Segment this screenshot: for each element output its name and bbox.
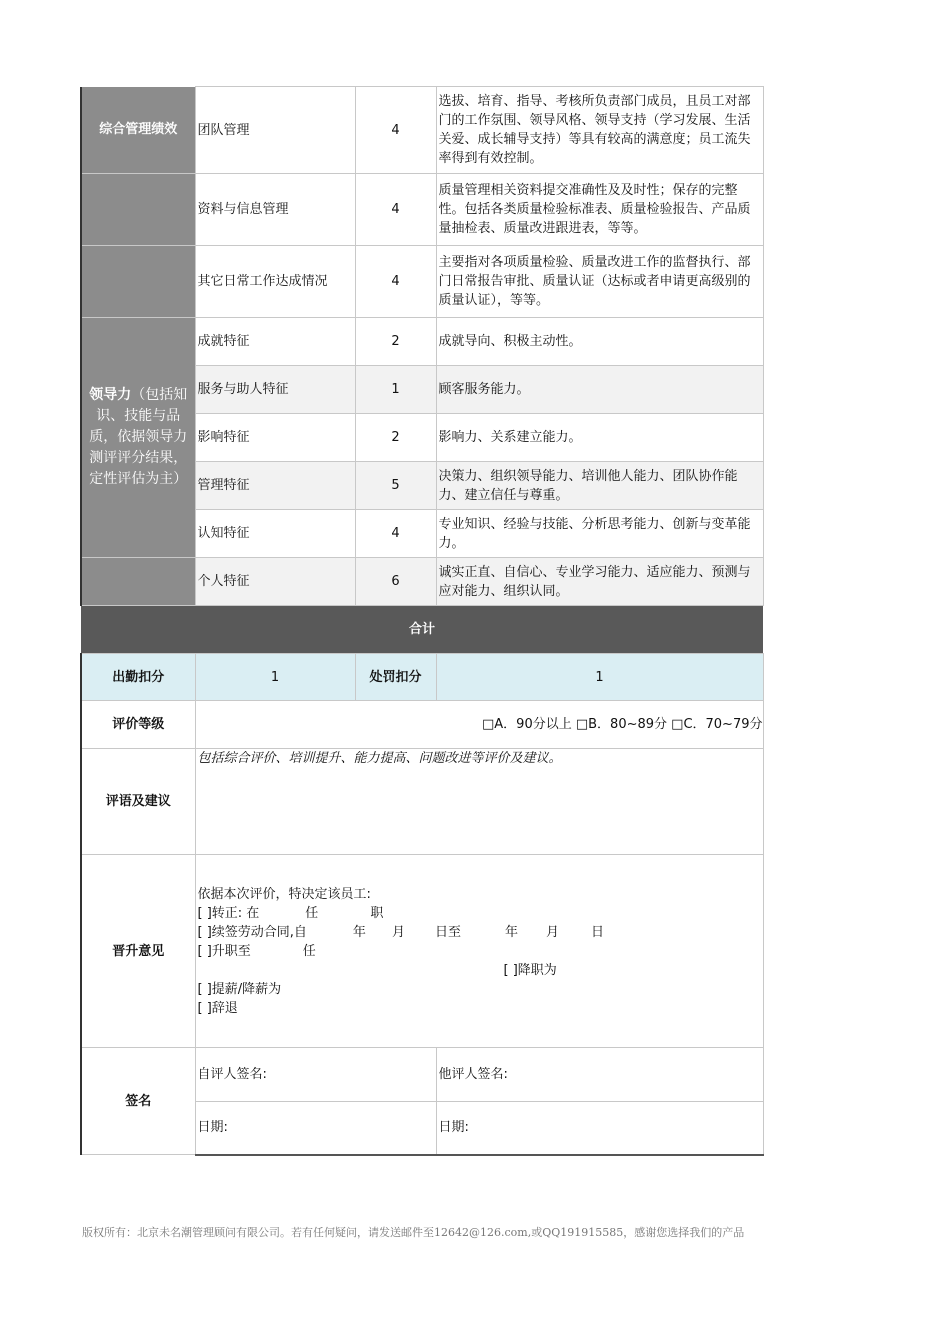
signature-label: 签名 bbox=[81, 1048, 195, 1155]
total-label: 合计 bbox=[81, 606, 763, 654]
penalty-label: 处罚扣分 bbox=[355, 654, 436, 701]
self-signature-field[interactable]: 自评人签名: bbox=[195, 1048, 436, 1102]
other-signature-field[interactable]: 他评人签名: bbox=[436, 1048, 763, 1102]
item-name: 管理特征 bbox=[195, 462, 355, 510]
option-text: 月 bbox=[545, 924, 559, 940]
category-cell bbox=[81, 174, 195, 246]
item-name: 服务与助人特征 bbox=[195, 366, 355, 414]
table-row bbox=[81, 87, 763, 174]
attendance-value[interactable]: 1 bbox=[195, 654, 355, 701]
signature-row bbox=[81, 1048, 763, 1102]
category-leadership bbox=[81, 318, 195, 558]
category-cell bbox=[81, 246, 195, 318]
category-cell bbox=[81, 558, 195, 606]
option-text: [ ]降职为 bbox=[503, 962, 557, 978]
item-score[interactable]: 4 bbox=[355, 510, 436, 558]
appraisal-form bbox=[80, 86, 762, 1156]
item-score[interactable]: 4 bbox=[355, 174, 436, 246]
category-leadership-note: （包括知识、技能与品质，依据领导力测评评分结果，定性评估为主） bbox=[89, 387, 188, 487]
option-text: [ ]转正: 在 bbox=[197, 905, 260, 921]
item-desc: 影响力、关系建立能力。 bbox=[436, 414, 763, 462]
item-score[interactable]: 2 bbox=[355, 414, 436, 462]
table-row bbox=[81, 174, 763, 246]
promotion-label: 晋升意见 bbox=[81, 855, 195, 1048]
item-name: 成就特征 bbox=[195, 318, 355, 366]
promotion-line-regularize bbox=[198, 904, 763, 923]
option-text: 日至 bbox=[434, 924, 461, 940]
option-text: 任 bbox=[302, 943, 316, 959]
promotion-row bbox=[81, 855, 763, 1048]
promotion-line-dismiss: [ ]辞退 bbox=[197, 1000, 238, 1016]
appraisal-table bbox=[80, 86, 764, 1156]
comments-row bbox=[81, 749, 763, 855]
item-desc: 顾客服务能力。 bbox=[436, 366, 763, 414]
item-score[interactable]: 6 bbox=[355, 558, 436, 606]
item-score[interactable]: 5 bbox=[355, 462, 436, 510]
option-text: 月 bbox=[391, 924, 405, 940]
option-text: [ ]升职至 bbox=[197, 943, 251, 959]
promotion-field[interactable] bbox=[195, 855, 763, 1048]
promotion-intro: 依据本次评价，特决定该员工: bbox=[197, 886, 371, 902]
item-name: 认知特征 bbox=[195, 510, 355, 558]
item-name: 个人特征 bbox=[195, 558, 355, 606]
item-desc: 专业知识、经验与技能、分析思考能力、创新与变革能力。 bbox=[436, 510, 763, 558]
grade-options[interactable]: □A．90分以上 □B．80~89分 □C．70~79分 bbox=[195, 701, 763, 749]
item-score[interactable]: 1 bbox=[355, 366, 436, 414]
item-desc: 主要指对各项质量检验、质量改进工作的监督执行、部门日常报告审批、质量认证（达标或者申请更高级别的质量认证），等等。 bbox=[436, 246, 763, 318]
promotion-line-promote bbox=[198, 942, 763, 961]
comments-label: 评语及建议 bbox=[81, 749, 195, 855]
item-desc: 决策力、组织领导能力、培训他人能力、团队协作能力、建立信任与尊重。 bbox=[436, 462, 763, 510]
option-text: 日 bbox=[591, 924, 605, 940]
item-score[interactable]: 4 bbox=[355, 87, 436, 174]
option-text: 年 bbox=[352, 924, 366, 940]
other-date-field[interactable]: 日期: bbox=[436, 1102, 763, 1155]
grade-row bbox=[81, 701, 763, 749]
option-text: 职 bbox=[370, 905, 384, 921]
option-text: [ ]续签劳动合同,自 bbox=[197, 924, 307, 940]
item-desc: 质量管理相关资料提交准确性及及时性；保存的完整性。包括各类质量检验标准表、质量检验报告、产品质量抽检表、质量改进跟进表，等等。 bbox=[436, 174, 763, 246]
category-mgmt: 综合管理绩效 bbox=[81, 87, 195, 174]
item-desc: 选拔、培育、指导、考核所负责部门成员，且员工对部门的工作氛围、领导风格、领导支持（学习发展、生活关爱、成长辅导支持）等具有较高的满意度；员工流失率得到有效控制。 bbox=[436, 87, 763, 174]
option-text: 年 bbox=[504, 924, 518, 940]
item-name: 团队管理 bbox=[195, 87, 355, 174]
item-desc: 诚实正直、自信心、专业学习能力、适应能力、预测与应对能力、组织认同。 bbox=[436, 558, 763, 606]
deduction-row bbox=[81, 654, 763, 701]
item-name: 资料与信息管理 bbox=[195, 174, 355, 246]
option-text: 任 bbox=[305, 905, 319, 921]
attendance-label: 出勤扣分 bbox=[81, 654, 195, 701]
item-score[interactable]: 2 bbox=[355, 318, 436, 366]
penalty-value[interactable]: 1 bbox=[436, 654, 763, 701]
table-row bbox=[81, 318, 763, 366]
promotion-line-demote bbox=[198, 961, 763, 980]
promotion-line-renew bbox=[198, 923, 763, 942]
copyright-footer: 版权所有：北京未名潮管理顾问有限公司。若有任何疑问，请发送邮件至12642@126.com,或QQ191915585，感谢您选择我们的产品 bbox=[82, 1226, 745, 1239]
promotion-line-salary: [ ]提薪/降薪为 bbox=[197, 981, 282, 997]
table-row bbox=[81, 246, 763, 318]
self-date-field[interactable]: 日期: bbox=[195, 1102, 436, 1155]
item-score[interactable]: 4 bbox=[355, 246, 436, 318]
total-row bbox=[81, 606, 763, 654]
item-name: 影响特征 bbox=[195, 414, 355, 462]
grade-label: 评价等级 bbox=[81, 701, 195, 749]
category-leadership-bold: 领导力 bbox=[89, 387, 132, 403]
comments-field[interactable]: 包括综合评价、培训提升、能力提高、问题改进等评价及建议。 bbox=[195, 749, 763, 855]
table-row bbox=[81, 558, 763, 606]
item-name: 其它日常工作达成情况 bbox=[195, 246, 355, 318]
item-desc: 成就导向、积极主动性。 bbox=[436, 318, 763, 366]
